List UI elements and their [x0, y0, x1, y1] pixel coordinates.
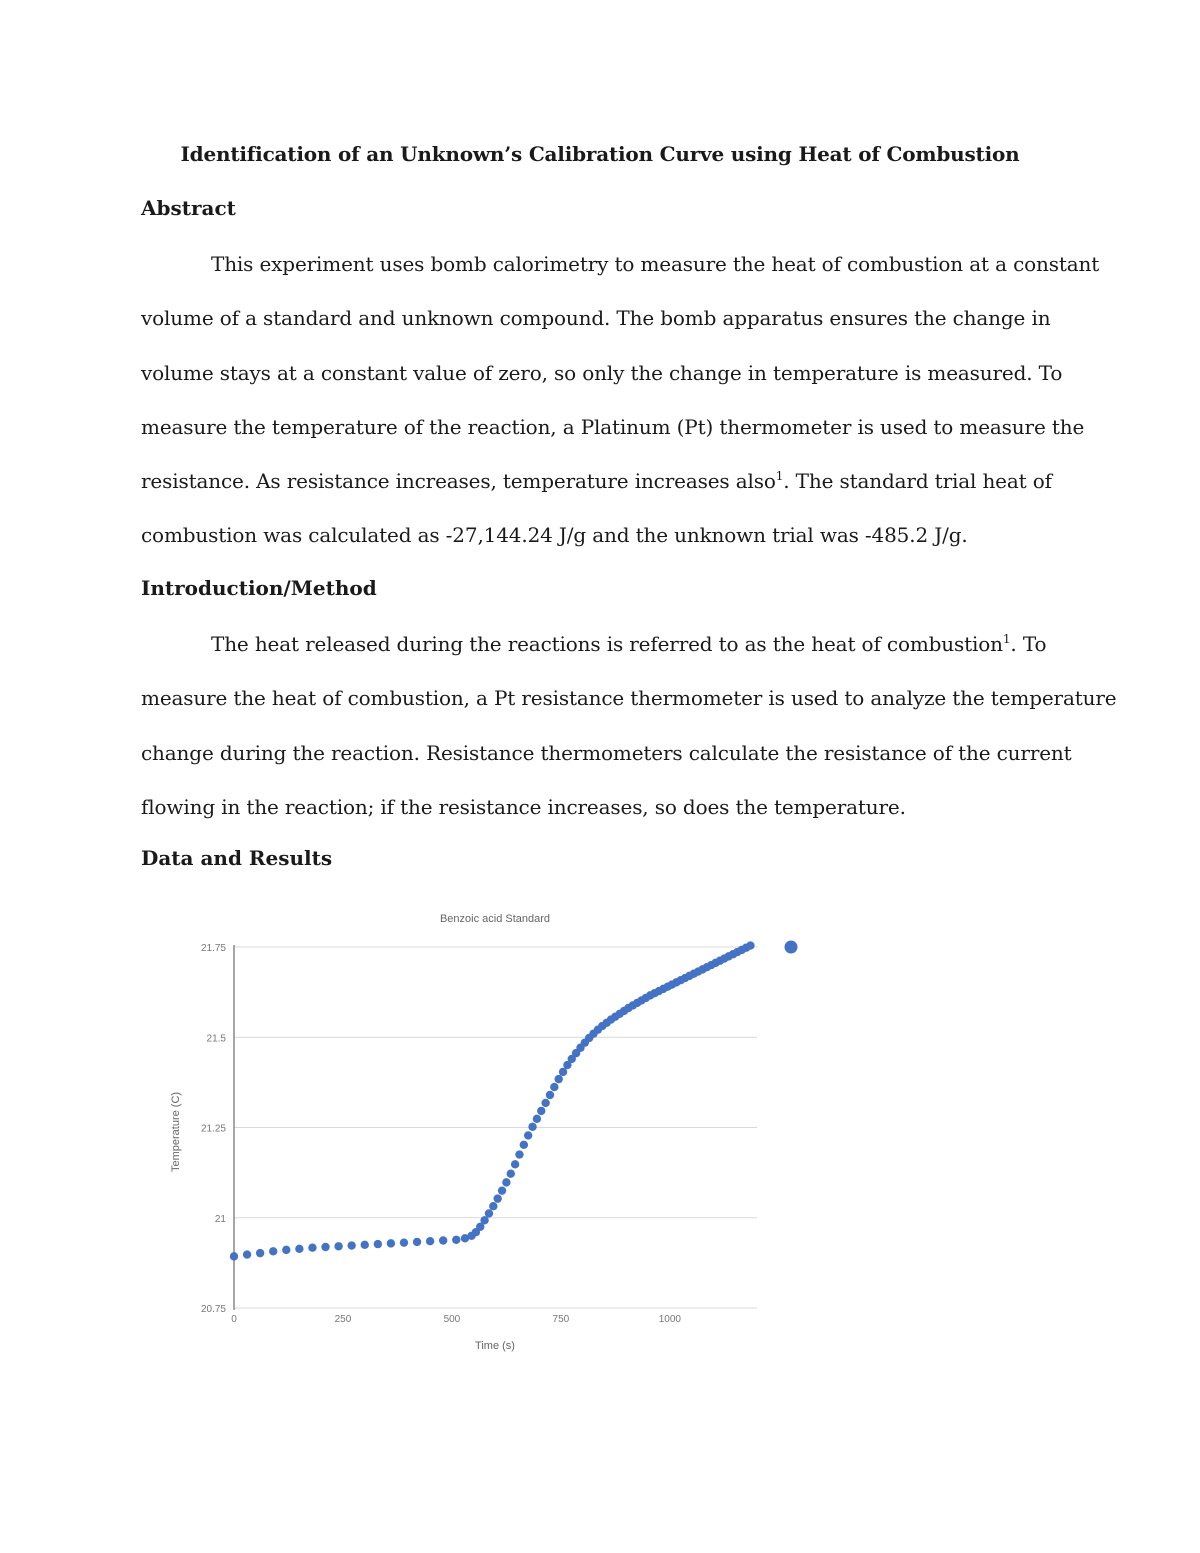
benzoic-acid-chart — [160, 900, 810, 1360]
x-tick-label: 250 — [334, 1314, 352, 1325]
data-point — [533, 1115, 541, 1123]
data-point — [269, 1247, 277, 1255]
data-point — [528, 1123, 536, 1131]
data-point — [334, 1242, 342, 1250]
abstract-line — [141, 454, 1061, 508]
legend-marker — [785, 941, 798, 954]
data-point — [550, 1083, 558, 1091]
data-point — [537, 1107, 545, 1115]
data-point — [546, 1091, 554, 1099]
intro-line-text: The heat released during the reactions is referred to as the heat of combustion — [211, 632, 1003, 656]
data-points — [230, 941, 755, 1260]
data-point — [387, 1239, 395, 1247]
data-point — [507, 1170, 515, 1178]
data-point — [361, 1241, 369, 1249]
y-tick-labels — [201, 943, 226, 1315]
data-point — [321, 1243, 329, 1251]
y-tick-label: 20.75 — [200, 1304, 226, 1315]
data-point — [347, 1241, 355, 1249]
abstract-line: combustion was calculated as -27,144.24 J/g and the unknown trial was -485.2 J/g. — [141, 523, 968, 548]
data-point — [308, 1244, 316, 1252]
intro-line-text: . To — [1010, 632, 1047, 656]
data-point — [413, 1238, 421, 1246]
intro-line — [141, 617, 1061, 671]
y-tick-label: 21.5 — [206, 1033, 226, 1045]
y-tick-label: 21.25 — [200, 1123, 226, 1135]
document-title: Identification of an Unknown’s Calibration Curve using Heat of Combustion — [180, 142, 1020, 166]
x-axis-label: Time (s) — [475, 1340, 515, 1352]
results-heading: Data and Results — [141, 846, 333, 870]
data-point — [243, 1250, 251, 1258]
abstract-line-text: . The standard trial heat of — [783, 469, 1052, 494]
abstract-line-text: resistance. As resistance increases, temperature increases also — [141, 469, 776, 494]
data-point — [511, 1160, 519, 1168]
citation-superscript: 1 — [1002, 632, 1011, 646]
intro-paragraph — [141, 617, 1117, 834]
data-point — [502, 1178, 510, 1186]
abstract-heading: Abstract — [141, 196, 236, 220]
y-tick-label: 21.75 — [200, 943, 226, 954]
data-point — [498, 1186, 506, 1194]
x-tick-label: 750 — [552, 1314, 570, 1325]
data-point — [439, 1236, 447, 1244]
data-point — [541, 1099, 549, 1107]
intro-heading: Introduction/Method — [141, 576, 377, 600]
data-point — [256, 1249, 264, 1257]
abstract-paragraph — [141, 237, 1100, 563]
x-tick-label: 500 — [443, 1314, 461, 1325]
data-point — [493, 1194, 501, 1202]
intro-line: flowing in the reaction; if the resistance increases, so does the temperature. — [141, 794, 906, 819]
x-tick-label: 0 — [231, 1314, 237, 1325]
data-point — [452, 1236, 460, 1244]
data-point — [489, 1202, 497, 1210]
data-point — [282, 1246, 290, 1254]
data-point — [746, 941, 754, 949]
y-tick-label: 21 — [214, 1213, 226, 1225]
data-point — [426, 1237, 434, 1245]
x-tick-labels — [231, 1314, 681, 1325]
abstract-line: volume of a standard and unknown compound. The bomb apparatus ensures the change in — [141, 306, 1051, 331]
y-axis-label: Temperature (C) — [170, 1091, 182, 1173]
chart-title: Benzoic acid Standard — [439, 913, 551, 925]
data-point — [230, 1252, 238, 1260]
data-point — [295, 1245, 303, 1253]
intro-line: change during the reaction. Resistance thermometers calculate the resistance of the current — [141, 740, 1072, 765]
data-point — [374, 1240, 382, 1248]
data-point — [524, 1131, 532, 1139]
abstract-line: measure the temperature of the reaction, a Platinum (Pt) thermometer is used to measure the — [141, 414, 1085, 439]
x-tick-label: 1000 — [658, 1314, 681, 1325]
citation-superscript: 1 — [775, 469, 784, 484]
intro-line: measure the heat of combustion, a Pt resistance thermometer is used to analyze the temperature — [141, 686, 1117, 711]
chart-gridlines — [234, 947, 757, 1308]
data-point — [400, 1238, 408, 1246]
data-point — [554, 1075, 562, 1083]
abstract-line: This experiment uses bomb calorimetry to measure the heat of combustion at a constant — [211, 252, 1100, 276]
data-point — [520, 1141, 528, 1149]
data-point — [515, 1150, 523, 1158]
data-point — [485, 1209, 493, 1217]
abstract-line: volume stays at a constant value of zero, so only the change in temperature is measured. To — [141, 360, 1063, 385]
